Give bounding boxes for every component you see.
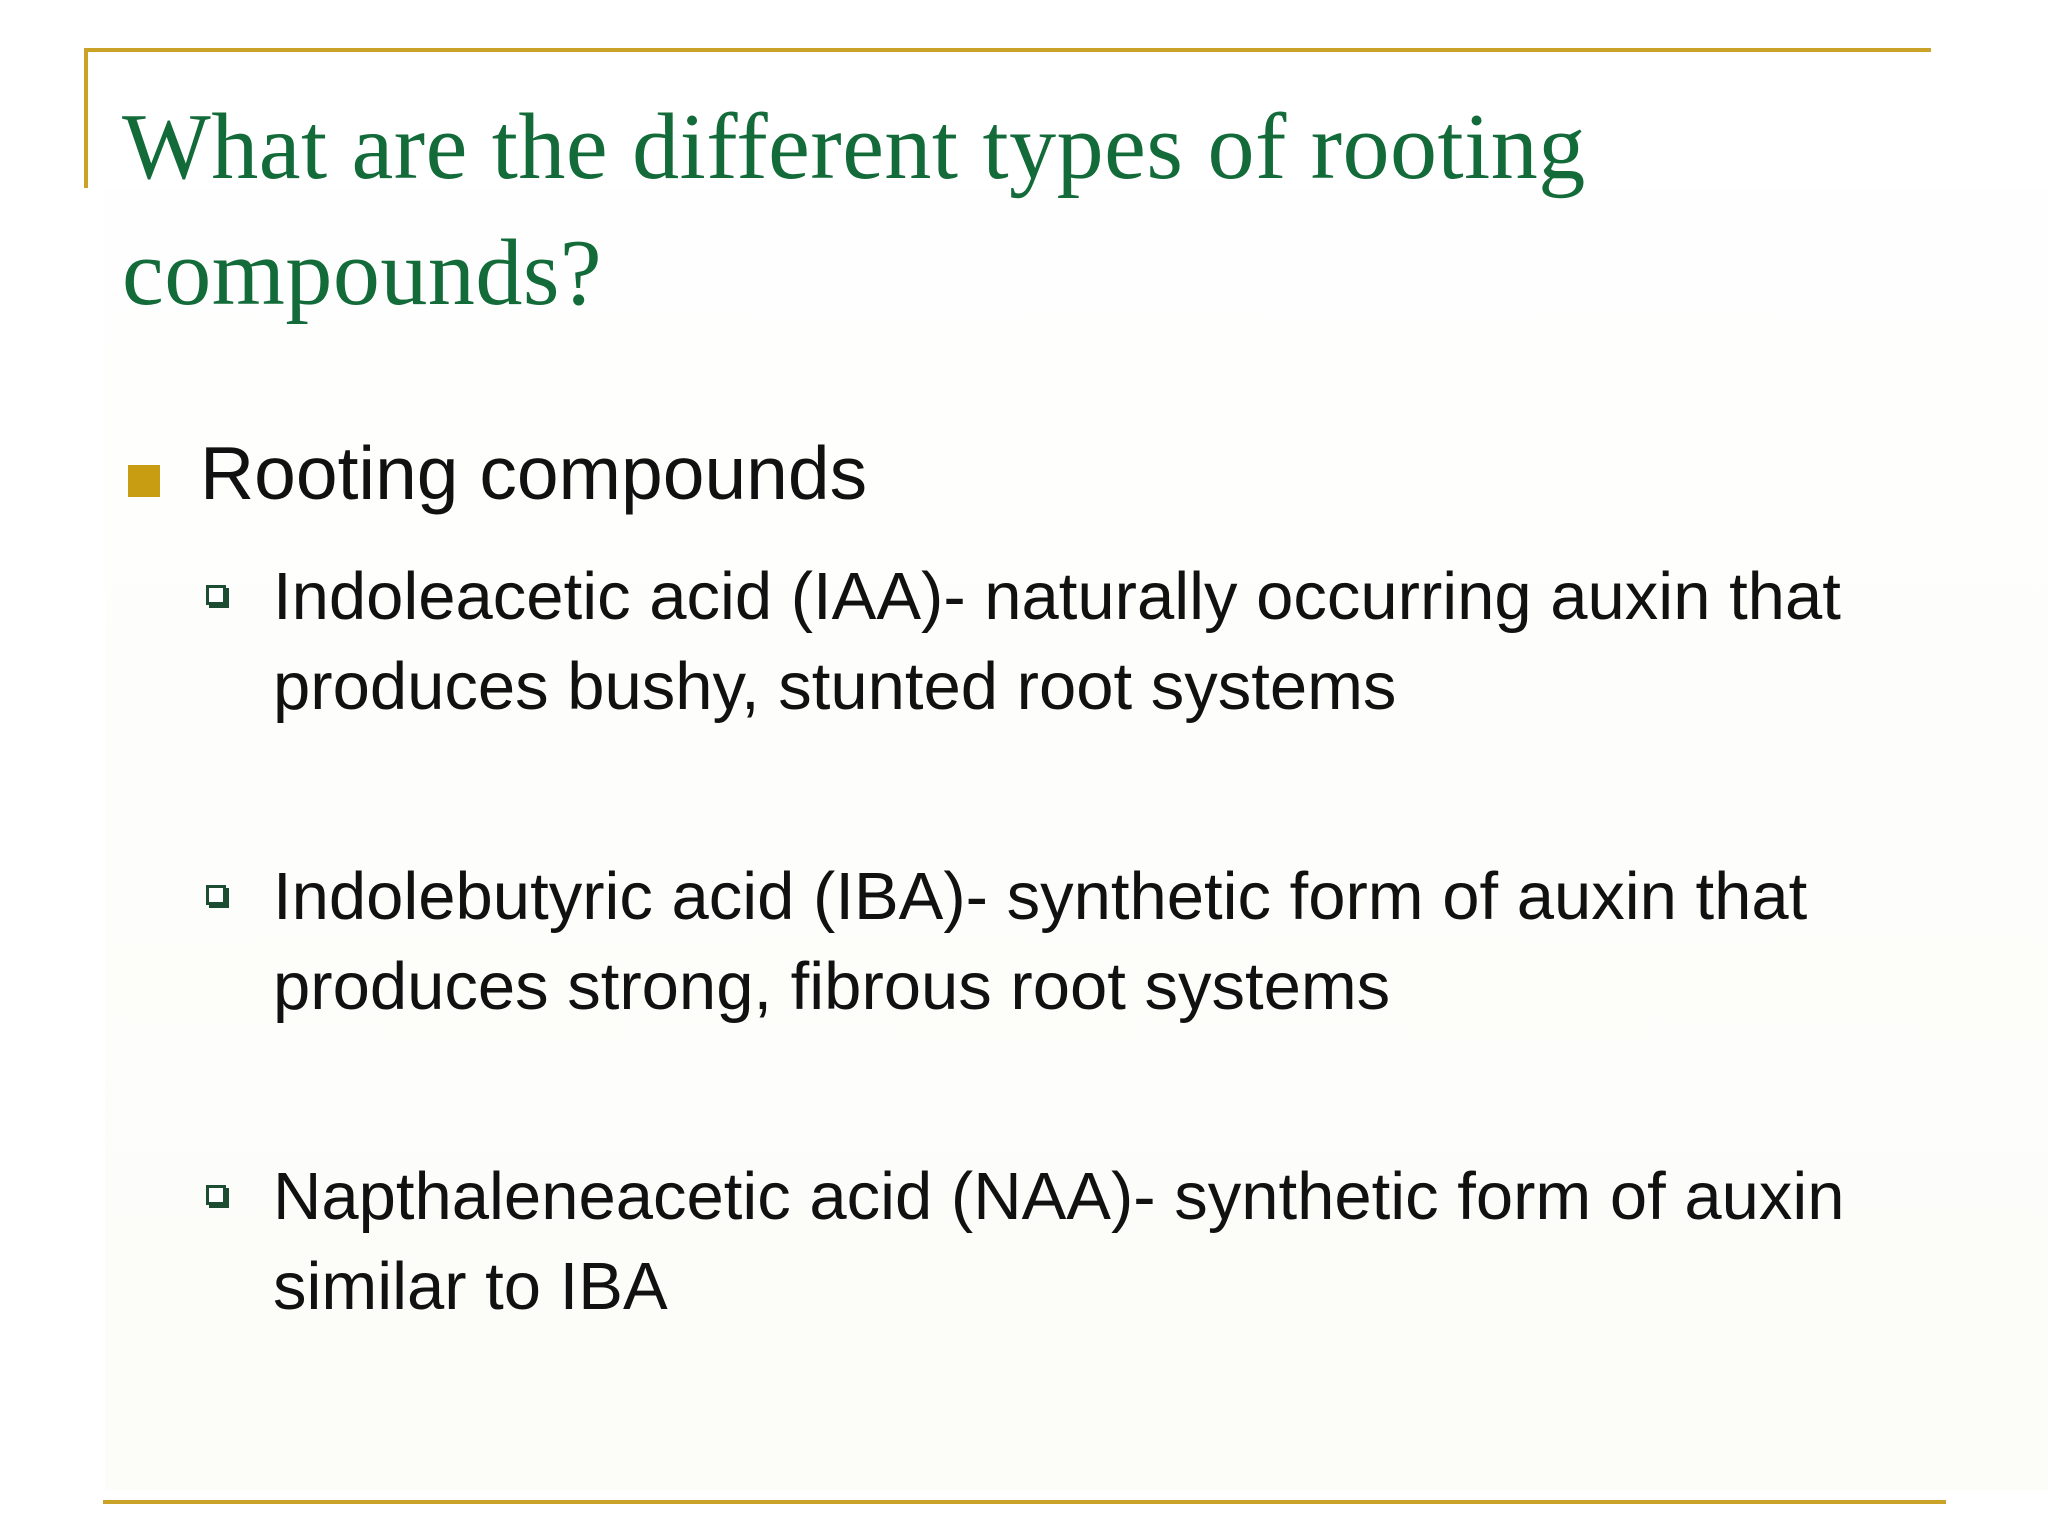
sub-bullet-text: Indoleacetic acid (IAA)- naturally occurring auxin that produces bushy, stunted root systems [273, 559, 1841, 724]
sub-bullet-text: Indolebutyric acid (IBA)- synthetic form of auxin that produces strong, fibrous root systems [273, 859, 1808, 1024]
sub-bullet-text: Napthaleneacetic acid (NAA)- synthetic form of auxin similar to IBA [273, 1159, 1845, 1324]
bullet-rooting-compounds: Rooting compounds [200, 431, 868, 515]
bottom-rule [103, 1500, 1946, 1504]
hollow-square-bullet-icon [206, 1185, 226, 1205]
hollow-square-bullet-icon [206, 885, 226, 905]
slide-title: What are the different types of rooting compounds? [122, 95, 1586, 325]
left-rule [84, 48, 88, 188]
square-bullet-icon [128, 465, 160, 497]
top-rule [84, 48, 1931, 52]
hollow-square-bullet-icon [206, 585, 226, 605]
